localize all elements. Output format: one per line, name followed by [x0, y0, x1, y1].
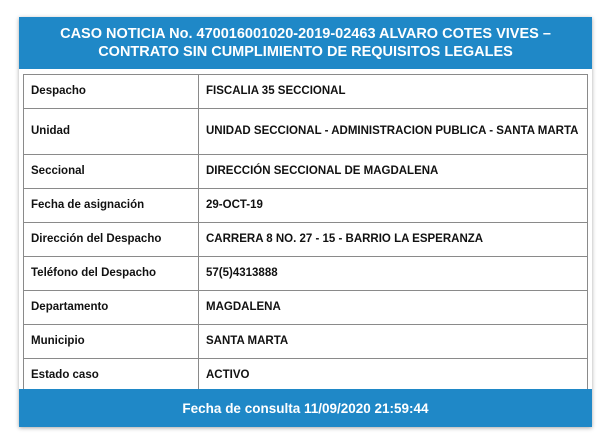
table-row: [24, 75, 588, 109]
table-row: [24, 257, 588, 291]
query-date-footer: Fecha de consulta 11/09/2020 21:59:44: [19, 389, 592, 427]
table-row: [24, 223, 588, 257]
row-value-seccional: DIRECCIÓN SECCIONAL DE MAGDALENA: [199, 155, 588, 189]
table-row: [24, 325, 588, 359]
row-label-fecha-asignacion: Fecha de asignación: [24, 189, 199, 223]
row-value-direccion: CARRERA 8 NO. 27 - 15 - BARRIO LA ESPERANZA: [199, 223, 588, 257]
row-label-despacho: Despacho: [24, 75, 199, 109]
table-row: [24, 155, 588, 189]
row-label-estado: Estado caso: [24, 359, 199, 393]
row-value-despacho: FISCALIA 35 SECCIONAL: [199, 75, 588, 109]
row-value-estado: ACTIVO: [199, 359, 588, 393]
table-row: [24, 291, 588, 325]
row-value-fecha-asignacion: 29-OCT-19: [199, 189, 588, 223]
row-label-seccional: Seccional: [24, 155, 199, 189]
row-value-telefono: 57(5)4313888: [199, 257, 588, 291]
row-label-unidad: Unidad: [24, 109, 199, 155]
row-label-direccion: Dirección del Despacho: [24, 223, 199, 257]
case-card: [19, 17, 592, 427]
row-value-municipio: SANTA MARTA: [199, 325, 588, 359]
row-label-telefono: Teléfono del Despacho: [24, 257, 199, 291]
table-row: [24, 359, 588, 393]
row-label-municipio: Municipio: [24, 325, 199, 359]
row-label-departamento: Departamento: [24, 291, 199, 325]
row-value-unidad: UNIDAD SECCIONAL - ADMINISTRACION PUBLICA - SANTA MARTA: [199, 109, 588, 155]
case-title: CASO NOTICIA No. 470016001020-2019-02463 ALVARO COTES VIVES – CONTRATO SIN CUMPLIMIENTO DE REQUISITOS LEGALES: [19, 17, 592, 69]
case-details-table: [23, 74, 588, 393]
table-row: [24, 109, 588, 155]
table-row: [24, 189, 588, 223]
row-value-departamento: MAGDALENA: [199, 291, 588, 325]
